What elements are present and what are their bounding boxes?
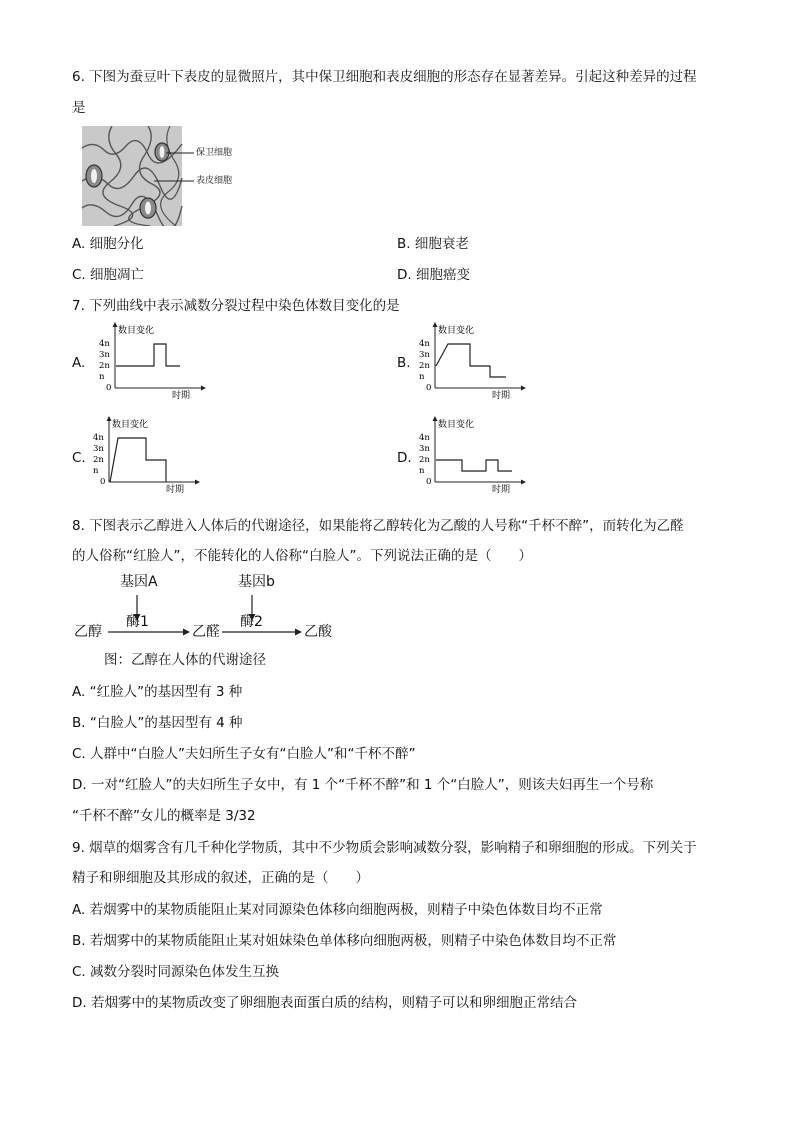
q7-graph-c [88, 416, 208, 494]
q8-stem-line1: 8. 下图表示乙醇进入人体后的代谢途径，如果能将乙醇转化为乙酸的人号称“千杯不醉”，而转化为乙醛 [72, 518, 684, 534]
graph-xlabel: 时期 [172, 391, 191, 400]
graph-title: 数目变化 [118, 326, 155, 336]
y-tick-0: 0 [426, 477, 432, 487]
graph-xlabel: 时期 [166, 485, 185, 494]
graph-xlabel: 时期 [492, 391, 511, 400]
q6-stem-line2: 是 [72, 100, 86, 116]
curve-b [436, 344, 506, 377]
y-tick-0: 0 [100, 477, 106, 487]
q7-stem: 7. 下列曲线中表示减数分裂过程中染色体数目变化的是 [72, 298, 400, 314]
q9-option-c[interactable]: C. 减数分裂时同源染色体发生互换 [72, 964, 280, 980]
y-tick-n: n [419, 466, 425, 476]
q8-option-c[interactable]: C. 人群中“白脸人”夫妇所生子女有“白脸人”和“千杯不醉” [72, 746, 416, 762]
q7-option-c-letter[interactable]: C. [72, 450, 86, 466]
y-tick-2n: 2n [419, 455, 430, 465]
acetic-acid-label: 乙酸 [304, 624, 332, 640]
q7-option-d-letter[interactable]: D. [397, 450, 412, 466]
curve-a [116, 344, 180, 366]
q8-option-d-continued: “千杯不醉”女儿的概率是 3/32 [72, 808, 256, 824]
q6-stem-line1: 6. 下图为蚕豆叶下表皮的显微照片，其中保卫细胞和表皮细胞的形态存在显著差异。引起这种差异的过程 [72, 69, 697, 85]
q9-stem-line1: 9. 烟草的烟雾含有几千种化学物质，其中不少物质会影响减数分裂，影响精子和卵细胞的形成。下列关于 [72, 840, 697, 856]
y-tick-2n: 2n [419, 361, 430, 371]
q9-stem-line2: 精子和卵细胞及其形成的叙述，正确的是（ ） [72, 870, 369, 886]
curve-c [110, 438, 166, 482]
q6-option-c[interactable]: C. 细胞凋亡 [72, 267, 145, 283]
leaf-epidermis-micrograph [82, 126, 262, 226]
gene-b-label: 基因b [238, 574, 275, 590]
y-tick-n: n [99, 372, 105, 382]
y-tick-4n: 4n [99, 339, 110, 349]
q6-option-b[interactable]: B. 细胞衰老 [397, 236, 469, 252]
ethanol-label: 乙醇 [74, 624, 102, 640]
q8-option-a[interactable]: A. “红脸人”的基因型有 3 种 [72, 684, 243, 700]
graph-title: 数目变化 [438, 326, 475, 336]
q7-graph-d [414, 416, 534, 494]
graph-xlabel: 时期 [492, 485, 511, 494]
q9-option-a[interactable]: A. 若烟雾中的某物质能阻止某对同源染色体移向细胞两极，则精子中染色体数目均不正常 [72, 902, 603, 918]
y-tick-2n: 2n [93, 455, 104, 465]
y-tick-3n: 3n [93, 444, 104, 454]
y-tick-4n: 4n [93, 433, 104, 443]
y-tick-3n: 3n [419, 444, 430, 454]
guard-cell-label: 保卫细胞 [196, 148, 233, 158]
q8-stem-line2: 的人俗称“红脸人”，不能转化的人俗称“白脸人”。下列说法正确的是（ ） [72, 548, 532, 564]
q6-option-a[interactable]: A. 细胞分化 [72, 236, 144, 252]
q7-option-b-letter[interactable]: B. [397, 355, 411, 371]
q6-option-d[interactable]: D. 细胞癌变 [397, 267, 470, 283]
y-tick-n: n [93, 466, 99, 476]
y-tick-4n: 4n [419, 339, 430, 349]
y-tick-4n: 4n [419, 433, 430, 443]
q6-micrograph [82, 126, 262, 226]
enzyme1-label: 酶1 [126, 614, 149, 630]
y-tick-2n: 2n [99, 361, 110, 371]
epidermal-cell-label: 表皮细胞 [196, 176, 233, 186]
y-tick-0: 0 [106, 383, 112, 393]
q8-option-d[interactable]: D. 一对“红脸人”的夫妇所生子女中，有 1 个“千杯不醉”和 1 个“白脸人”，则该夫妇再生一个号称 [72, 777, 654, 793]
y-tick-0: 0 [426, 383, 432, 393]
graph-title: 数目变化 [438, 420, 475, 430]
q7-option-a-letter[interactable]: A. [72, 355, 86, 371]
curve-d [436, 460, 512, 471]
y-tick-3n: 3n [419, 350, 430, 360]
q8-metabolic-pathway-diagram [72, 570, 352, 670]
q9-option-d[interactable]: D. 若烟雾中的某物质改变了卵细胞表面蛋白质的结构，则精子可以和卵细胞正常结合 [72, 995, 577, 1011]
q7-graph-a [94, 322, 214, 400]
y-tick-3n: 3n [99, 350, 110, 360]
gene-a-label: 基因A [120, 574, 158, 590]
q8-option-b[interactable]: B. “白脸人”的基因型有 4 种 [72, 715, 243, 731]
acetaldehyde-label: 乙醛 [192, 624, 220, 640]
q7-graph-b [414, 322, 534, 400]
diagram-caption: 图：乙醇在人体的代谢途径 [104, 652, 266, 668]
y-tick-n: n [419, 372, 425, 382]
enzyme2-label: 酶2 [240, 614, 263, 630]
q9-option-b[interactable]: B. 若烟雾中的某物质能阻止某对姐妹染色单体移向细胞两极，则精子中染色体数目均不正常 [72, 933, 617, 949]
graph-title: 数目变化 [112, 420, 149, 430]
